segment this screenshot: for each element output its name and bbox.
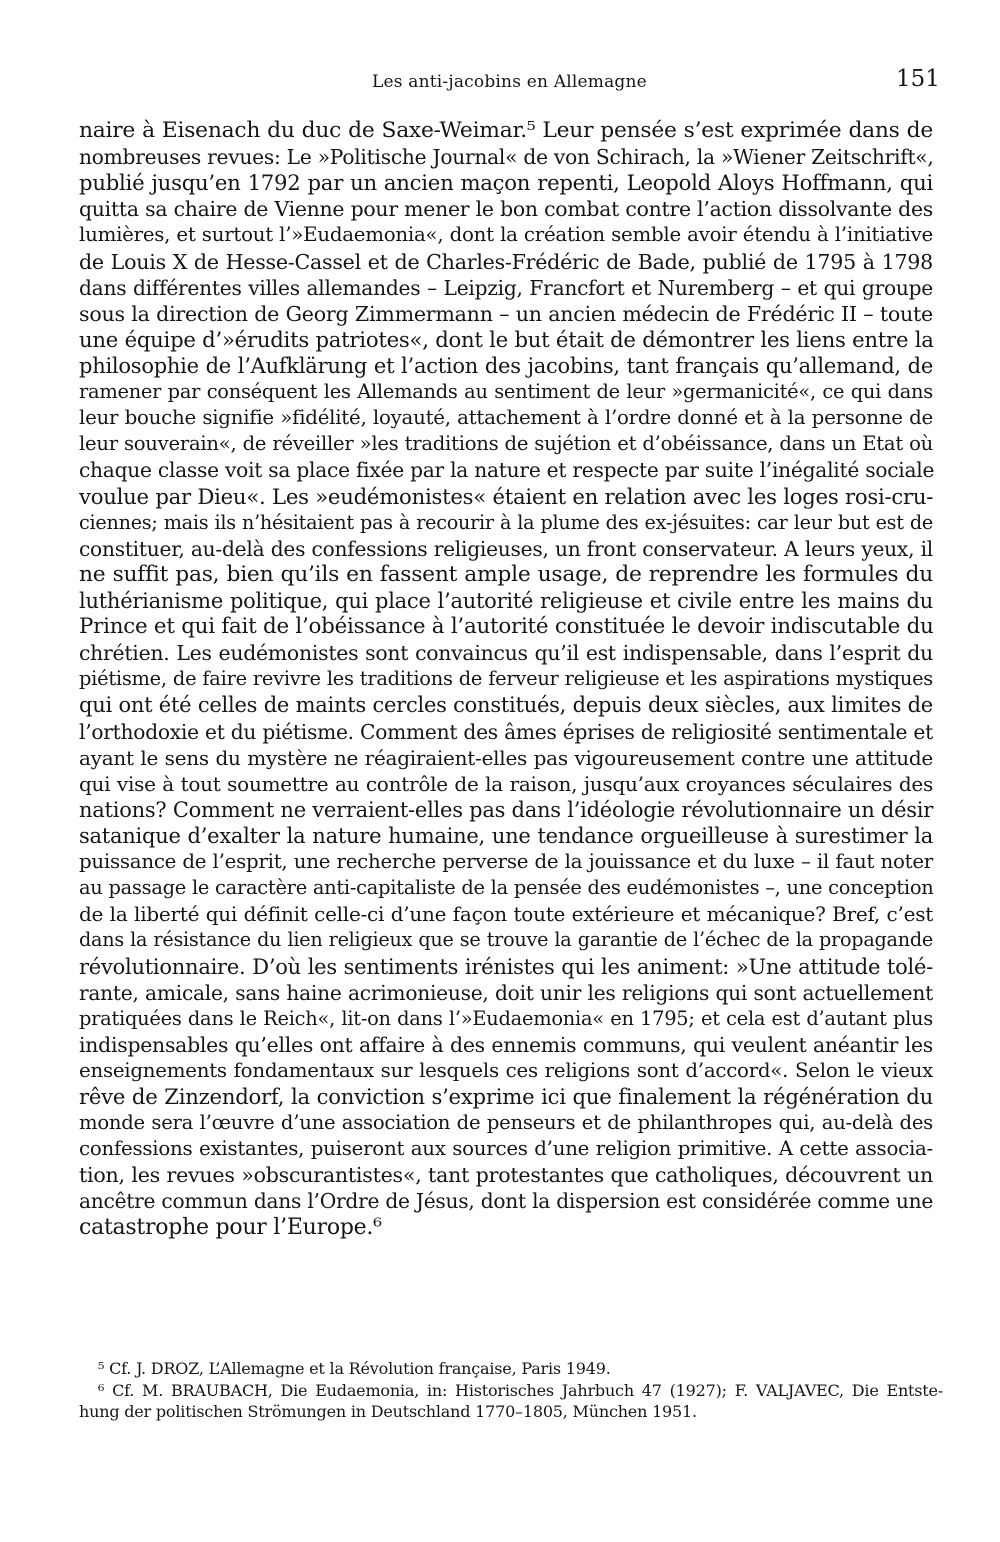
- text-line: qui vise à tout soumettre au contrôle de la raison, jusqu’aux croyances séculaires des: [79, 771, 933, 796]
- text-line: ayant le sens du mystère ne réagiraient-elles pas vigoureusement contre une attitude: [79, 745, 933, 770]
- text-line: Prince et qui fait de l’obéissance à l’autorité constituée le devoir indiscutable du: [79, 614, 934, 640]
- text-line: piétisme, de faire revivre les traditions de ferveur religieuse et les aspirations mystiques: [79, 667, 933, 691]
- footnote-line: hung der politischen Strömungen in Deutschland 1770–1805, München 1951.: [79, 1402, 697, 1421]
- text-line: puissance de l’esprit, une recherche perverse de la jouissance et du luxe – il faut noter: [79, 850, 933, 874]
- text-line: lumières, et surtout l’»Eudaemonia«, dont la création semble avoir étendu à l’initiative: [79, 223, 933, 247]
- text-line: au passage le caractère anti-capitaliste de la pensée des eudémonistes –, une conception: [79, 876, 934, 900]
- text-line: ne suffit pas, bien qu’ils en fassent ample usage, de reprendre les formules du: [79, 561, 933, 587]
- text-line: monde sera l’œuvre d’une association de penseurs et de philanthropes qui, au-delà des: [79, 1111, 933, 1135]
- text-line: pratiquées dans le Reich«, lit-on dans l’»Eudaemonia« en 1795; et cela est d’autant plus: [79, 1006, 933, 1030]
- text-line: une équipe d’»érudits patriotes«, dont le but était de démontrer les liens entre la: [79, 326, 934, 352]
- text-line: sous la direction de Georg Zimmermann – un ancien médecin de Frédéric II – toute: [79, 301, 933, 326]
- text-line: naire à Eisenach du duc de Saxe-Weimar.⁵ Leur pensée s’est exprimée dans de: [79, 118, 933, 143]
- text-line: ramener par conséquent les Allemands au sentiment de leur »germanicité«, ce qui dans: [79, 380, 933, 404]
- text-line: ciennes; mais ils n’hésitaient pas à recourir à la plume des ex-jésuites: car leur but est de: [79, 510, 933, 534]
- text-line: confessions existantes, puiseront aux sources d’une religion primitive. A cette associa-: [79, 1137, 933, 1161]
- footnotes: [79, 1358, 943, 1423]
- text-line: nombreuses revues: Le »Politische Journal« de von Schirach, la »Wiener Zeitschrift«,: [79, 145, 934, 170]
- text-line: qui ont été celles de maints cercles constitués, depuis deux siècles, aux limites de: [79, 693, 933, 718]
- page-number: 151: [896, 66, 940, 92]
- footnote-line: ⁵ Cf. J. DROZ, L’Allemagne et la Révolution française, Paris 1949.: [98, 1359, 611, 1378]
- body-text: [79, 118, 933, 1241]
- text-line: dans différentes villes allemandes – Leipzig, Francfort et Nuremberg – et qui groupe: [79, 275, 933, 300]
- text-line: publié jusqu’en 1792 par un ancien maçon repenti, Leopold Aloys Hoffmann, qui: [79, 170, 933, 196]
- footnote: [79, 1380, 943, 1423]
- text-line: constituer, au-delà des confessions religieuses, un front conservateur. A leurs yeux, il: [79, 536, 933, 561]
- text-line: rante, amicale, sans haine acrimonieuse, doit unir les religions qui sont actuellement: [79, 980, 933, 1005]
- text-line: révolutionnaire. D’où les sentiments irénistes qui les animent: »Une attitude tolé-: [79, 954, 933, 979]
- footnote: [79, 1358, 943, 1380]
- text-line: rêve de Zinzendorf, la conviction s’exprime ici que finalement la régénération du: [79, 1084, 933, 1110]
- text-line: satanique d’exalter la nature humaine, une tendance orgueilleuse à surestimer la: [79, 823, 933, 848]
- text-line: chaque classe voit sa place fixée par la nature et respecte par suite l’inégalité sociale: [79, 458, 935, 483]
- text-line: dans la résistance du lien religieux que se trouve la garantie de l’échec de la propagande: [79, 928, 933, 952]
- text-line: luthérianisme politique, qui place l’autorité religieuse et civile entre les mains du: [79, 588, 933, 613]
- text-line: leur souverain«, de réveiller »les traditions de sujétion et d’obéissance, dans un Etat où: [79, 432, 933, 456]
- text-line: voulue par Dieu«. Les »eudémonistes« étaient en relation avec les loges rosi-cru-: [79, 483, 934, 509]
- text-line: catastrophe pour l’Europe.⁶: [79, 1214, 382, 1240]
- text-line: ancêtre commun dans l’Ordre de Jésus, dont la dispersion est considérée comme une: [79, 1189, 934, 1214]
- text-line: quitta sa chaire de Vienne pour mener le bon combat contre l’action dissolvante des: [79, 197, 933, 222]
- text-line: l’orthodoxie et du piétisme. Comment des âmes éprises de religiosité sentimentale et: [79, 719, 933, 744]
- text-line: chrétien. Les eudémonistes sont convaincus qu’il est indispensable, dans l’esprit du: [79, 641, 933, 666]
- text-line: de la liberté qui définit celle-ci d’une façon toute extérieure et mécanique? Bref, c’est: [79, 902, 933, 927]
- text-line: tion, les revues »obscurantistes«, tant protestantes que catholiques, découvrent un: [79, 1163, 933, 1188]
- text-line: indispensables qu’elles ont affaire à des ennemis communs, qui veulent anéantir les: [79, 1032, 933, 1057]
- text-line: de Louis X de Hesse-Cassel et de Charles-Frédéric de Bade, publié de 1795 à 1798: [79, 249, 933, 274]
- footnote-line: ⁶ Cf. M. BRAUBACH, Die Eudaemonia, in: Historisches Jahrbuch 47 (1927); F. VALJAVEC, Die Entste-: [98, 1380, 943, 1400]
- text-line: philosophie de l’Aufklärung et l’action des jacobins, tant français qu’allemand, de: [79, 353, 933, 378]
- text-line: leur bouche signifie »fidélité, loyauté, attachement à l’ordre donné et à la personne de: [79, 406, 933, 430]
- running-title: Les anti-jacobins en Allemagne: [372, 72, 647, 92]
- text-line: nations? Comment ne verraient-elles pas dans l’idéologie révolutionnaire un désir: [79, 797, 934, 822]
- text-line: enseignements fondamentaux sur lesquels ces religions sont d’accord«. Selon le vieux: [79, 1058, 933, 1082]
